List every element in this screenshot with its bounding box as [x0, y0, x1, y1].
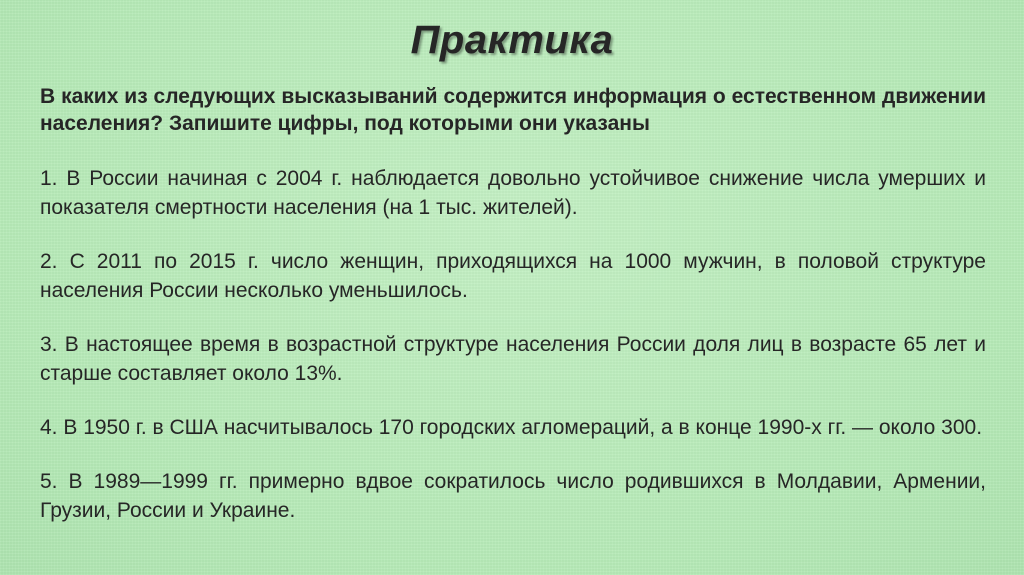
slide-title: Практика [410, 18, 614, 62]
statement-item-3: 3. В настоящее время в возрастной структуре населения России доля лиц в возрасте 65 лет и старше составляет около 13%. [40, 333, 986, 385]
statement-item-2: 2. С 2011 по 2015 г. число женщин, приходящихся на 1000 мужчин, в половой структуре населения России несколько уменьшилось. [40, 250, 986, 302]
statement-item-5: 5. В 1989—1999 гг. примерно вдвое сократилось число родившихся в Молдавии, Армении, Грузии, России и Украине. [40, 470, 986, 522]
statement-item-4: 4. В 1950 г. в США насчитывалось 170 городских агломераций, а в конце 1990-х гг. — около 300. [40, 416, 983, 439]
statement-item-1: 1. В России начиная с 2004 г. наблюдается довольно устойчивое снижение числа умерших и показателя смертности населения (на 1 тыс. жителей). [40, 167, 986, 219]
slide-content [40, 83, 986, 550]
question-text: В каких из следующих высказываний содержится информация о естественном движении населения? Запишите цифры, под которыми они указаны [40, 85, 986, 135]
